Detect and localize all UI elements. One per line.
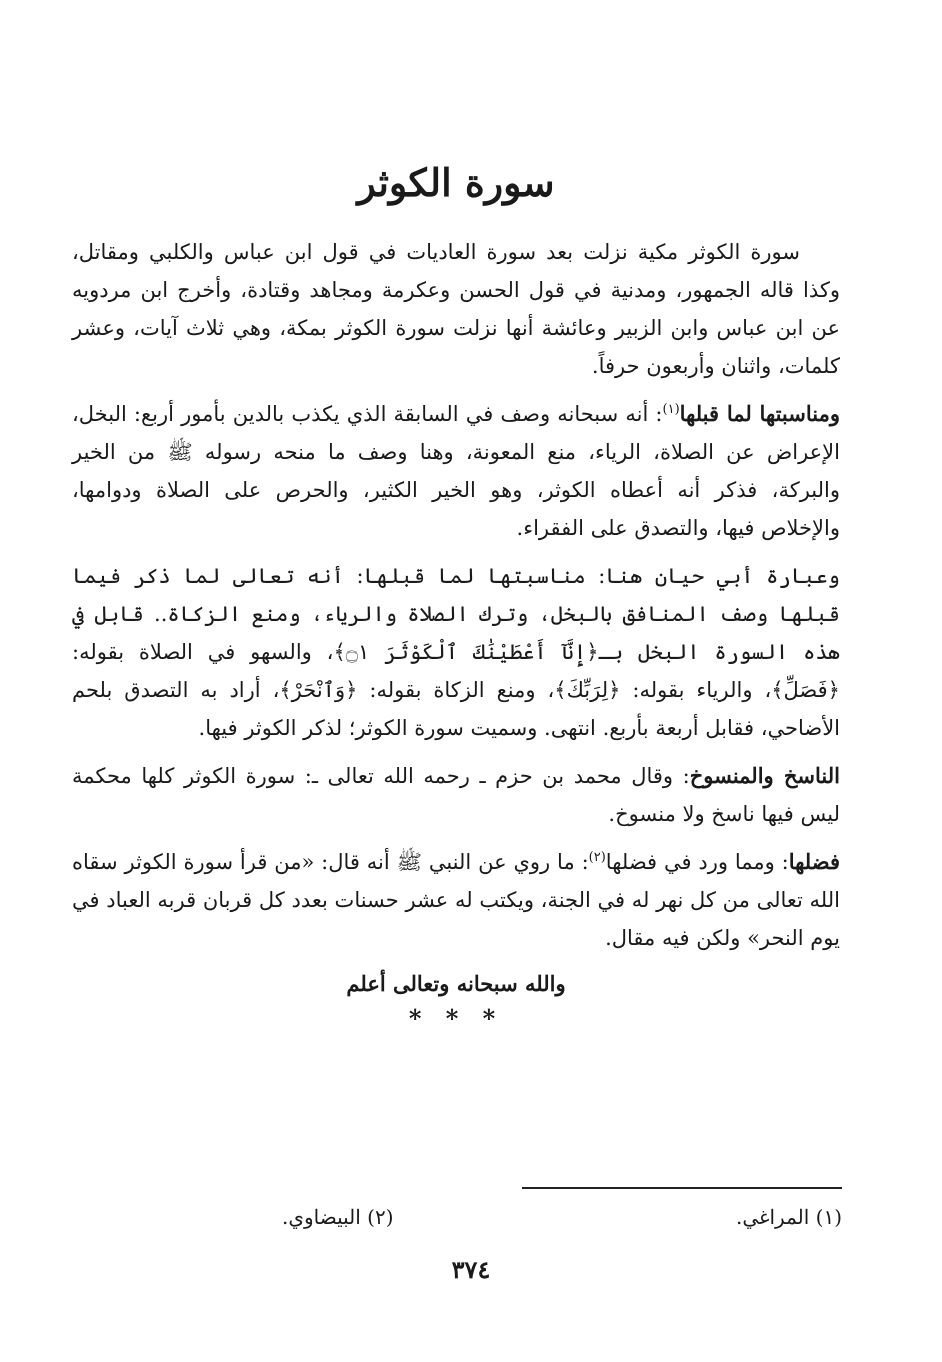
relation-paragraph: [72, 395, 840, 547]
abu-hayyan-paragraph: وعبارة أبي حيان هنا: مناسبتها لما قبلها: أنه تعالى لما ذكر فيما قبلها وصف المنافق بالبخل، وترك الصلاة والرياء، ومنع الزكاة.. قابل في هذه السورة البخل بـ﴿إِنَّآ أَعْطَيْنَٰكَ ٱلْكَوْثَرَ ۝١﴾، والسهو في الصلاة بقوله: ﴿فَصَلِّ﴾، والرياء بقوله: ﴿لِرَبِّكَ﴾، ومنع الزكاة بقوله: ﴿وَٱنْحَرْ﴾، أراد به التصدق بلحم الأضاحي، فقابل أربعة بأربع. انتهى. وسميت سورة الكوثر؛ لذكر الكوثر فيها.: [72, 564, 840, 740]
naskh-text: : وقال محمد بن حزم ـ رحمه الله تعالى ـ: سورة الكوثر كلها محكمة ليس فيها ناسخ ولا منسوخ.: [72, 764, 840, 826]
page-body: [72, 160, 840, 1033]
relation-heading: ومناسبتها لما قبلها: [679, 401, 840, 426]
virtue-paragraph: [72, 843, 840, 957]
footnote-2: (٢) البيضاوي.: [282, 1205, 394, 1229]
closing-formula: والله سبحانه وتعالى أعلم: [346, 971, 566, 996]
naskh-heading: الناسخ والمنسوخ: [689, 763, 840, 788]
naskh-paragraph: [72, 757, 840, 833]
virtue-text-before-ref: : ومما ورد في فضلها: [605, 850, 789, 874]
virtue-heading: فضلها: [788, 849, 840, 874]
footnote-1: (١) المراغي.: [735, 1205, 842, 1229]
relation-text: : أنه سبحانه وصف في السابقة الذي يكذب بالدين بأمور أربع: البخل، الإعراض عن الصلاة، الرياء، منع المعونة، وهنا وصف ما منحه رسوله ﷺ من الخير والبركة، فذكر أنه أعطاه الكوثر، وهو الخير الكثير، والحرص على الصلاة ودوامها، والإخلاص فيها، والتصدق على الفقراء.: [72, 402, 840, 540]
page-number: ٣٧٤: [451, 1255, 491, 1284]
footnotes: [282, 1205, 842, 1229]
virtue-text: : ما روي عن النبي ﷺ أنه قال: «من قرأ سورة الكوثر سقاه الله تعالى من كل نهر له في الجنة، ويكتب له عشر حسنات بعدد كل قربان قربه العباد في يوم النحر» ولكن فيه مقال.: [72, 850, 840, 950]
footnote-ref-1: (١): [662, 402, 680, 417]
footnote-ref-2: (٢): [588, 850, 606, 865]
intro-paragraph: سورة الكوثر مكية نزلت بعد سورة العاديات في قول ابن عباس والكلبي ومقاتل، وكذا قاله الجمهور، ومدنية في قول الحسن وعكرمة ومجاهد وقتادة، وأخرج ابن مردويه عن ابن عباس وابن الزبير وعائشة أنها نزلت سورة الكوثر بمكة، وهي ثلاث آيات، وعشر كلمات، واثنان وأربعون حرفاً.: [72, 240, 840, 378]
footnote-divider: [522, 1187, 842, 1189]
surah-title: سورة الكوثر: [357, 160, 555, 205]
section-separator: * * *: [408, 1004, 504, 1033]
